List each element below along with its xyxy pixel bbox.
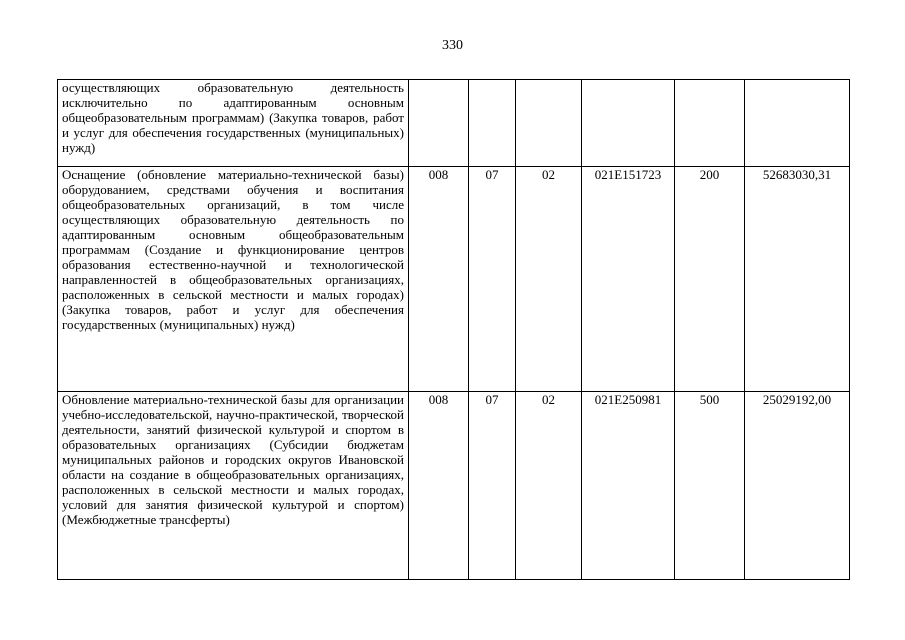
subsection-code-cell: 02 — [516, 167, 582, 392]
section-code-cell: 07 — [469, 392, 516, 580]
target-article-cell: 021E250981 — [582, 392, 675, 580]
amount-cell: 52683030,31 — [745, 167, 850, 392]
amount-cell — [745, 80, 850, 167]
section-code-cell — [469, 80, 516, 167]
row-description: осуществляющих образовательную деятельность исключительно по адаптированным основным общеобразовательным программам) (Закупка товаров, работ и услуг для обеспечения государственных (муниципальных) нужд) — [58, 80, 409, 167]
section-code-cell: 07 — [469, 167, 516, 392]
budget-table — [57, 79, 850, 580]
table-row — [58, 167, 850, 392]
expense-type-cell: 500 — [675, 392, 745, 580]
subsection-code-cell — [516, 80, 582, 167]
expense-type-cell — [675, 80, 745, 167]
table-row — [58, 392, 850, 580]
expense-type-cell: 200 — [675, 167, 745, 392]
target-article-cell: 021E151723 — [582, 167, 675, 392]
row-description: Оснащение (обновление материально-технической базы) оборудованием, средствами обучения и воспитания общеобразовательных организаций, в том числе осуществляющих образовательную деятельность по адаптированным основным общеобразовательным программам (Создание и функционирование центров образования естественно-научной и технологической направленностей в общеобразовательных организациях, расположенных в сельской местности и малых городах) (Закупка товаров, работ и услуг для обеспечения государственных (муниципальных) нужд) — [58, 167, 409, 392]
ministry-code-cell: 008 — [409, 392, 469, 580]
ministry-code-cell: 008 — [409, 167, 469, 392]
ministry-code-cell — [409, 80, 469, 167]
page-number: 330 — [442, 38, 463, 53]
amount-cell: 25029192,00 — [745, 392, 850, 580]
target-article-cell — [582, 80, 675, 167]
table-row — [58, 80, 850, 167]
subsection-code-cell: 02 — [516, 392, 582, 580]
row-description: Обновление материально-технической базы для организации учебно-исследовательской, научно-практической, творческой деятельности, занятий физической культурой и спортом в образовательных организациях (Субсидии бюджетам муниципальных районов и городских округов Ивановской области на создание в общеобразовательных организациях, расположенных в сельской местности и малых городах, условий для занятия физической культурой и спортом) (Межбюджетные трансферты) — [58, 392, 409, 580]
